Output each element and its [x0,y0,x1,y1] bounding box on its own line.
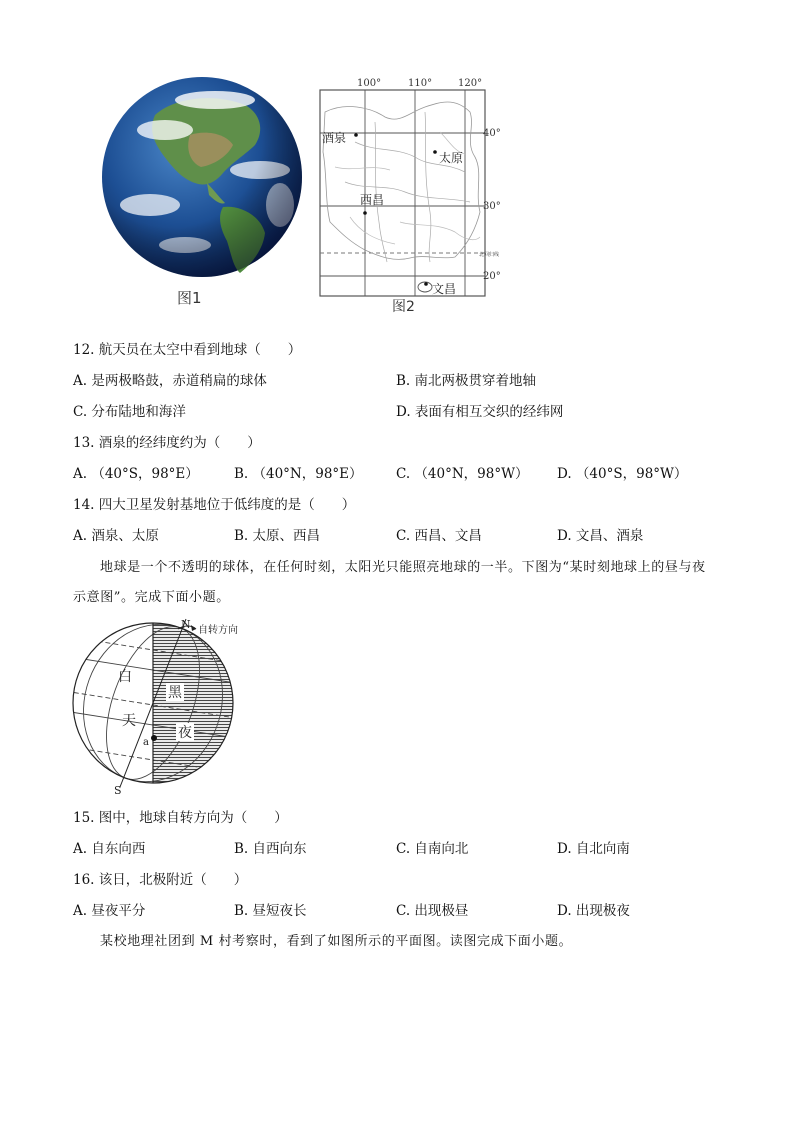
question-14-stem: 14. 四大卫星发射基地位于低纬度的是（ ） [73,497,356,513]
question-16-option-d[interactable]: D. 出现极夜 [557,903,630,919]
place-jiuquan: 酒泉 [322,131,347,145]
question-12-option-c[interactable]: C. 分布陆地和海洋 [73,404,186,420]
question-12-stem: 12. 航天员在太空中看到地球（ ） [73,342,302,358]
lon-label-120: 120° [458,78,483,89]
figure-2 [315,72,500,317]
day-night-diagram [68,615,268,795]
rotation-label: 自转方向 [198,625,238,636]
question-13-option-b[interactable]: B. （40°N，98°E） [234,466,363,482]
point-a-label: a [143,737,149,748]
place-wenchang: 文昌 [432,282,457,296]
lat-label-20: 20° [483,271,500,282]
figure-3 [68,615,268,795]
question-14-option-d[interactable]: D. 文昌、酒泉 [557,528,644,544]
question-14-option-a[interactable]: A. 酒泉、太原 [73,528,159,544]
figure-1-caption: 图1 [177,289,202,307]
question-13-option-c[interactable]: C. （40°N，98°W） [396,466,529,482]
lon-label-110: 110° [408,78,433,89]
question-12-option-d[interactable]: D. 表面有相互交织的经纬网 [396,404,564,420]
question-12-option-b[interactable]: B. 南北两极贯穿着地轴 [396,373,537,389]
day-char-1: 白 [118,669,132,685]
passage-2-line-1: 某校地理社团到 M 村考察时，看到了如图所示的平面图。读图完成下面小题。 [100,934,573,949]
question-13-stem: 13. 酒泉的经纬度约为（ ） [73,435,261,451]
lat-label-40: 40° [483,128,500,139]
question-16-option-a[interactable]: A. 昼夜平分 [73,903,146,919]
question-16-option-b[interactable]: B. 昼短夜长 [234,903,307,919]
figure-1 [95,75,310,310]
south-label: S [114,784,122,795]
question-15-option-d[interactable]: D. 自北向南 [557,841,630,857]
tropic-label: 北回归线 [479,252,500,258]
passage-1-line-1: 地球是一个不透明的球体，在任何时刻，太阳光只能照亮地球的一半。下图为“某时刻地球上的昼与夜 [100,560,706,575]
night-char-2: 夜 [178,725,192,741]
china-map [315,72,500,317]
question-15-option-a[interactable]: A. 自东向西 [73,841,146,857]
question-12-option-a[interactable]: A. 是两极略鼓，赤道稍扁的球体 [73,373,267,389]
question-13-option-d[interactable]: D. （40°S，98°W） [557,466,688,482]
question-16-stem: 16. 该日，北极附近（ ） [73,872,248,888]
passage-1-line-2: 示意图”。完成下面小题。 [73,590,230,605]
question-13-option-a[interactable]: A. （40°S，98°E） [73,466,199,482]
day-char-2: 天 [122,713,136,729]
lon-label-100: 100° [357,78,382,89]
question-14-option-c[interactable]: C. 西昌、文昌 [396,528,482,544]
question-16-option-c[interactable]: C. 出现极昼 [396,903,469,919]
question-15-option-c[interactable]: C. 自南向北 [396,841,469,857]
lat-label-30: 30° [483,201,500,212]
question-15-option-b[interactable]: B. 自西向东 [234,841,307,857]
place-taiyuan: 太原 [439,151,464,165]
question-15-stem: 15. 图中，地球自转方向为（ ） [73,810,288,826]
north-label: N [181,618,191,631]
question-14-option-b[interactable]: B. 太原、西昌 [234,528,321,544]
figure-2-caption: 图2 [392,299,415,315]
place-xichang: 西昌 [360,193,385,207]
night-char-1: 黑 [168,685,182,701]
earth-globe-image [95,75,310,280]
